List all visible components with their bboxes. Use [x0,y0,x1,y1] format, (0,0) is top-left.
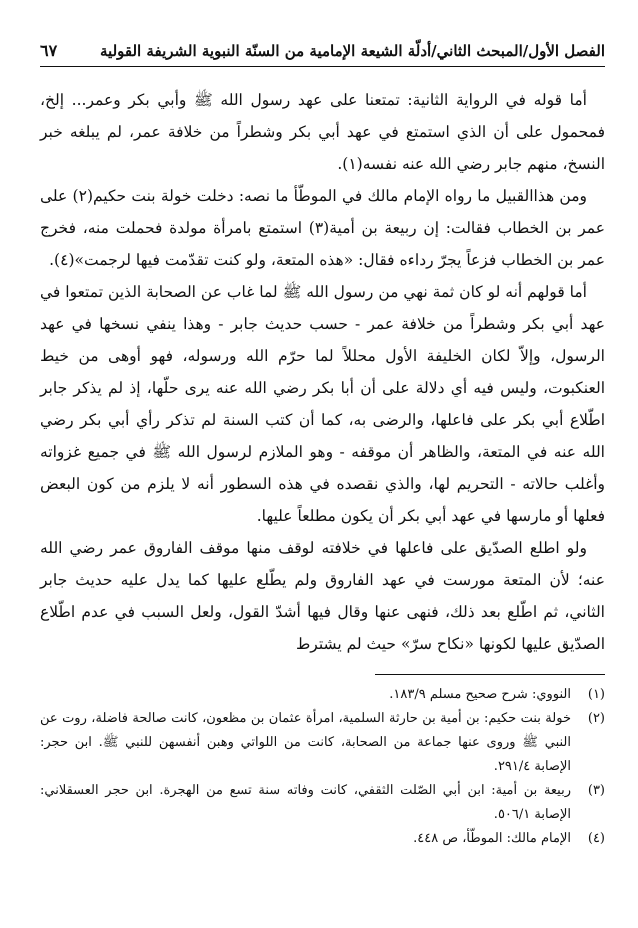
footnote-number: (٤) [587,831,605,846]
body-text [40,84,605,660]
paragraph: أما قوله في الرواية الثانية: تمتعنا على عهد رسول الله ﷺ وأبي بكر وعمر... إلخ، فمحمول على أن الذي استمتع في عهد أبي بكر وشطراً من خلافة عمر، لم يبلغه خبر النسخ، منهم جابر رضي الله عنه نفسه(١). [40,91,605,173]
footnotes [40,683,605,851]
running-header-title: الفصل الأول/المبحث الثاني/أدلّة الشيعة الإمامية من السنّة النبوية الشريفة القولية [100,42,605,60]
footnote-number: (٢) [587,711,605,726]
footnote-number: (١) [587,687,605,702]
book-page [40,38,605,851]
footnote-text: النووي: شرح صحيح مسلم ١٨٣/٩. [389,687,571,702]
footnote-text: ربيعة بن أمية: ابن أبي الصّلت الثقفي، كانت وفاته سنة تسع من الهجرة. ابن حجر العسقلاني: الإصابة ٥٠٦/١. [40,783,571,822]
paragraph: ومن هذاالقبيل ما رواه الإمام مالك في الموطّأ ما نصه: دخلت خولة بنت حكيم(٢) على عمر بن الخطاب فقالت: إن ربيعة بن أمية(٣) استمتع بامرأة مولدة فحملت منه، فخرج عمر بن الخطاب فزعاً يجرّ رداءه فقال: «هذه المتعة، ولو كنت تقدّمت فيها لرجمت»(٤). [40,187,605,269]
paragraph: أما قولهم أنه لو كان ثمة نهي من رسول الله ﷺ لما غاب عن الصحابة الذين تمتعوا في عهد أبي بكر وشطراً من خلافة عمر - حسب حديث جابر - وهذا ينفي نسخها في عهد الرسول، وإلاّ لكان الخليفة الأول محللاً لما حرّم الله ورسوله، فهو أوهى من خيط العنكبوت، وليس فيه أي دلالة على أن أبا بكر رضي الله عنه يرى حلّها، إذ لم يذكر جابر اطّلاع أبي بكر على فاعلها، والرضى به، كما أن كتب السنة لم تذكر رأي أبي بكر رضي الله عنه في المتعة، والظاهر أن موقفه - وهو الملازم لرسول الله ﷺ في جميع غزواته وأغلب حالاته - التحريم لها، والذي نقصده في هذه السطور أنه لا يلزم من كون البعض فعلها أو مارسها في عهد أبي بكر أن يكون مطلعاً عليها. [40,283,605,525]
footnote [40,779,605,827]
footnote [40,683,605,707]
footnote-text: خولة بنت حكيم: بن أمية بن حارثة السلمية، امرأة عثمان بن مظعون، كانت صالحة فاضلة، روت عن النبي ﷺ وروى عنها جماعة من الصحابة، كانت من اللواتي وهبن أنفسهن للنبي ﷺ. ابن حجر: الإصابة ٢٩١/٤. [40,711,571,774]
paragraph: ولو اطلع الصدّيق على فاعلها في خلافته لوقف منها موقف الفاروق عمر رضي الله عنه؛ لأن المتعة مورست في عهد الفاروق ولم يطّلع عليها كما يدل عليه حديث جابر الثاني، ثم اطّلع بعد ذلك، فنهى عنها وقال فيها أشدّ القول، ولعل السبب في عدم اطّلاع الصدّيق عليها لكونها «نكاح سرّ» حيث لم يشترط [40,539,605,653]
footnote [40,707,605,779]
footnote [40,827,605,851]
footnote-separator [375,674,605,675]
page-number: ٦٧ [40,41,58,60]
running-header [40,38,605,67]
footnote-text: الإمام مالك: الموطّأ، ص ٤٤٨. [413,831,571,846]
footnote-number: (٣) [587,783,605,798]
